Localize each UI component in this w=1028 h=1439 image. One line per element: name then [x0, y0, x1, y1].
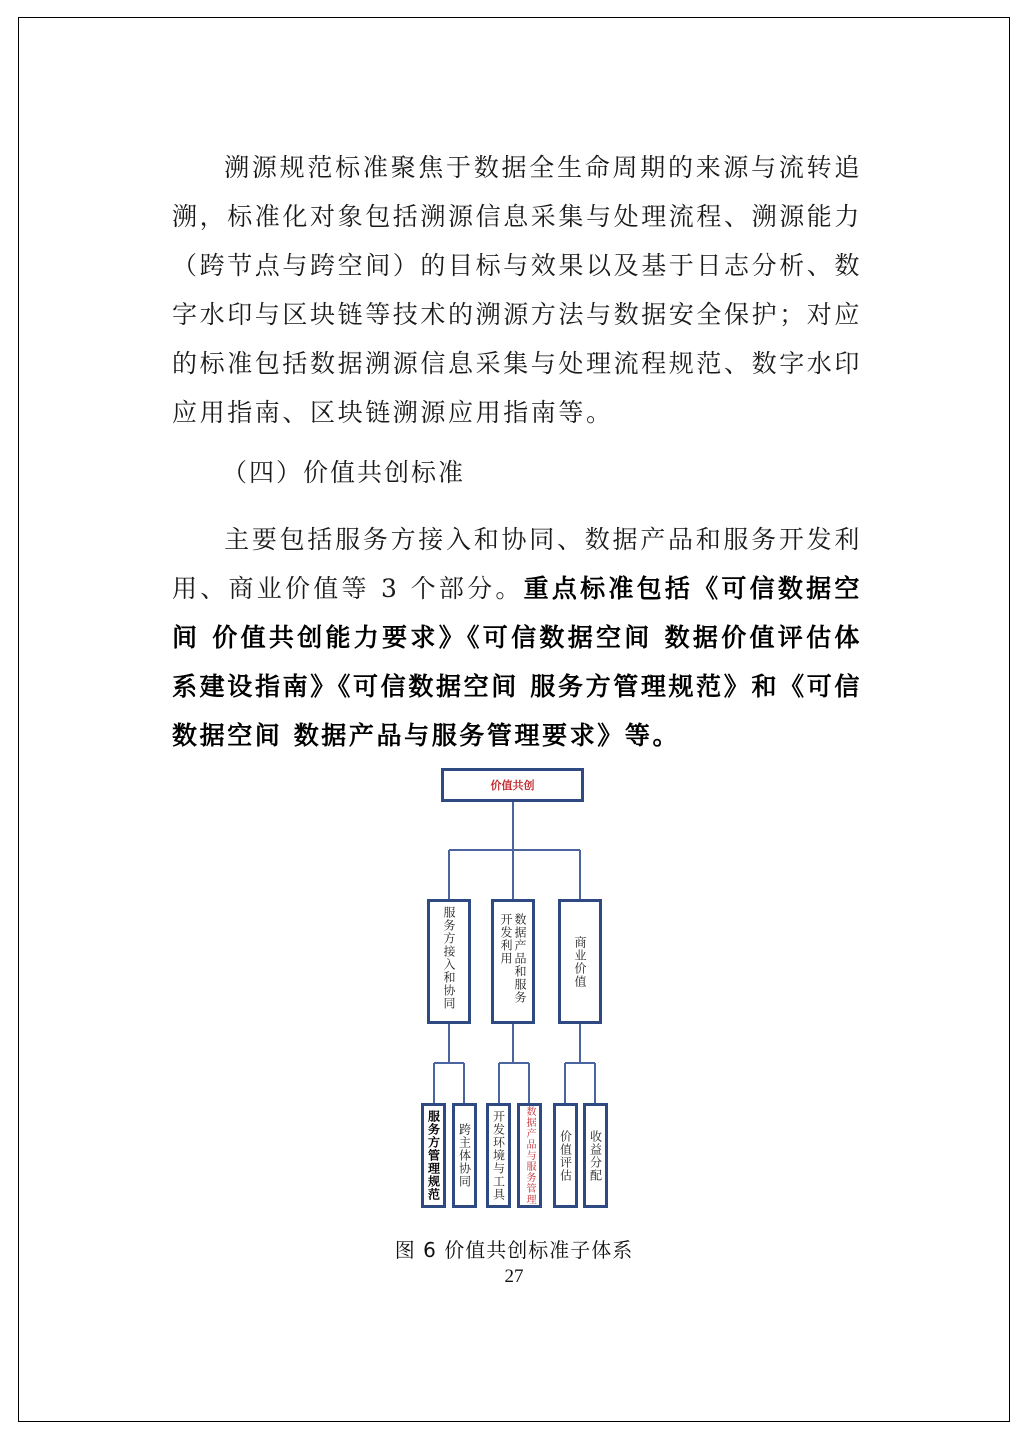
leaf-label: 服务方管理规范 — [426, 1110, 441, 1201]
node-label: 服务方接入和协同 — [442, 905, 456, 1010]
diagram-root-node — [441, 768, 584, 802]
node-label: 数据产品和服务开发利用 — [499, 912, 527, 1004]
diagram-leaf-product-management — [517, 1103, 542, 1208]
diagram-leaf-dev-tools — [486, 1103, 511, 1208]
leaf-label: 收益分配 — [588, 1129, 603, 1182]
diagram-leaf-revenue-distribution — [583, 1103, 608, 1208]
diagram-leaf-service-management — [421, 1103, 446, 1208]
diagram-leaf-cross-entity — [452, 1103, 477, 1208]
leaf-label: 跨主体协同 — [457, 1123, 472, 1188]
paragraph-plain-text: 主要包括服务方接入和协同、数据产品和服务开发利用、商业价值等 3 个部分。 — [172, 525, 862, 603]
page-number: 27 — [504, 1266, 524, 1287]
diagram-leaf-value-assessment — [553, 1103, 578, 1208]
diagram-root-label: 价值共创 — [490, 779, 535, 792]
leaf-label: 数据产品与服务管理 — [524, 1106, 535, 1205]
paragraph-provenance-text: 溯源规范标准聚焦于数据全生命周期的来源与流转追溯，标准化对象包括溯源信息采集与处理流程、溯源能力（跨节点与跨空间）的目标与效果以及基于日志分析、数字水印与区块链等技术的溯源方法与数据安全保护；对应的标准包括数据溯源信息采集与处理流程规范、数字水印应用指南、区块链溯源应用指南等。 — [172, 153, 863, 427]
paragraph-bold-text: 重点标准包括《可信数据空间 价值共创能力要求》《可信数据空间 数据价值评估体系建设指南》《可信数据空间 服务方管理规范》和《可信数据空间 数据产品与服务管理要求》等。 — [172, 574, 863, 750]
paragraph-provenance — [172, 143, 862, 437]
leaf-label: 价值评估 — [558, 1129, 573, 1182]
diagram-node-business-value — [558, 899, 602, 1024]
diagram-node-service-access — [427, 899, 471, 1024]
diagram-node-product-development — [491, 899, 535, 1024]
figure-caption: 图 6 价值共创标准子体系 — [394, 1238, 634, 1262]
node-label: 商业价值 — [573, 935, 587, 988]
paragraph-value-cocreation — [172, 515, 862, 760]
section-heading: （四）价值共创标准 — [222, 458, 466, 487]
leaf-label: 开发环境与工具 — [491, 1110, 506, 1201]
